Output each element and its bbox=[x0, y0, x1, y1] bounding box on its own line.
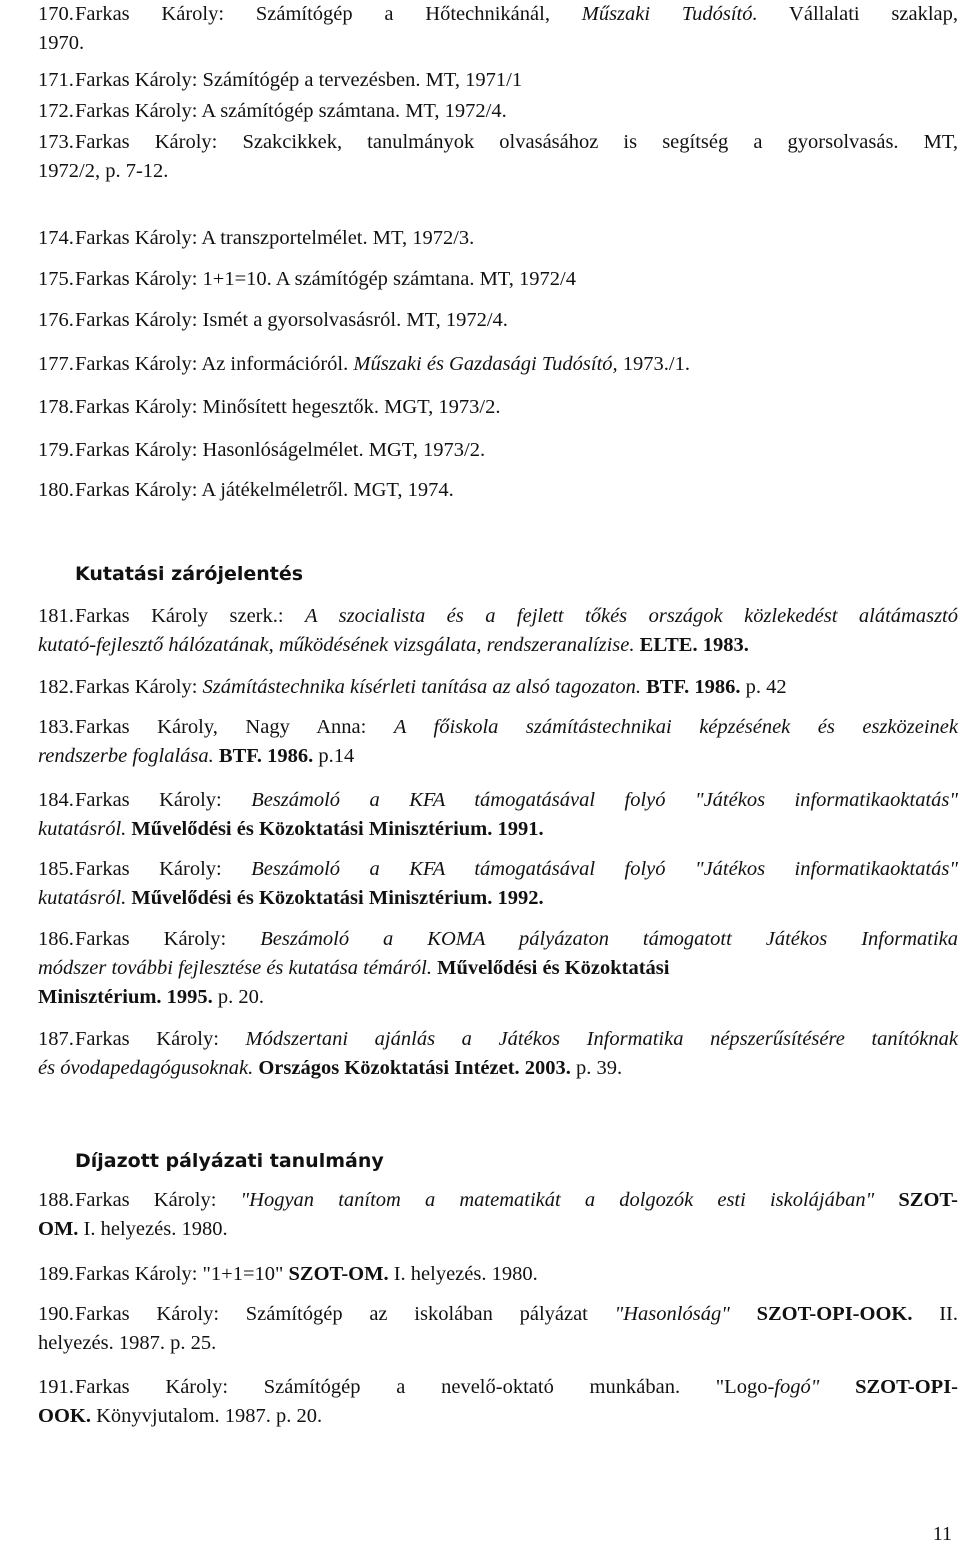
entry-title-italic: kutatásról. bbox=[38, 818, 127, 840]
entry-publisher-bold: ELTE. 1983. bbox=[639, 634, 749, 656]
bibliography-entry bbox=[38, 476, 958, 505]
entry-text: Farkas Károly: A számítógép számtana. MT, 1972/4. bbox=[75, 100, 507, 122]
entry-line bbox=[38, 742, 958, 771]
entry-text: Farkas Károly: 1+1=10. A számítógép számtana. MT, 1972/4 bbox=[75, 268, 576, 290]
entry-text: Farkas Károly: "1+1=10" bbox=[75, 1263, 289, 1285]
entry-line bbox=[38, 673, 958, 702]
entry-text: 1972/2, p. 7-12. bbox=[38, 160, 169, 182]
entry-line bbox=[38, 983, 958, 1012]
entry-text bbox=[874, 1189, 898, 1211]
entry-number: 173. bbox=[38, 131, 74, 153]
bibliography-entry bbox=[38, 0, 958, 58]
bibliography-entry bbox=[38, 66, 958, 95]
entry-title-italic: módszer további fejlesztése és kutatása témáról. bbox=[38, 957, 433, 979]
bibliography-entry bbox=[38, 393, 958, 422]
entry-text: Farkas Károly: bbox=[75, 928, 261, 950]
entry-line bbox=[38, 224, 958, 253]
entry-text: Farkas Károly: bbox=[75, 1189, 241, 1211]
entry-title-italic: Számítástechnika kísérleti tanítása az alsó tagozaton. bbox=[202, 676, 641, 698]
entry-line bbox=[38, 393, 958, 422]
entry-publisher-bold: Országos Közoktatási Intézet. 2003. bbox=[258, 1057, 571, 1079]
entry-number: 171. bbox=[38, 69, 74, 91]
bibliography-entry bbox=[38, 224, 958, 253]
bibliography-entry bbox=[38, 855, 958, 913]
entry-publisher-bold: SZOT-OPI- bbox=[855, 1376, 959, 1398]
bibliography-entry bbox=[38, 713, 958, 771]
bibliography-entry bbox=[38, 97, 958, 126]
bibliography-entry bbox=[38, 673, 958, 702]
entry-text: Farkas Károly: bbox=[75, 789, 252, 811]
entry-text: I. helyezés. 1980. bbox=[78, 1218, 228, 1240]
bibliography-entry bbox=[38, 602, 958, 660]
bibliography-entry bbox=[38, 1025, 958, 1083]
entry-title-italic: "Hasonlóság" bbox=[614, 1303, 730, 1325]
entry-number: 185. bbox=[38, 858, 74, 880]
entry-title-italic: "Hogyan tanítom a matematikát a dolgozók esti iskolájában" bbox=[240, 1189, 875, 1211]
entry-number: 179. bbox=[38, 439, 74, 461]
entry-line bbox=[38, 954, 958, 983]
entry-text: helyezés. 1987. p. 25. bbox=[38, 1332, 217, 1354]
entry-text bbox=[730, 1303, 757, 1325]
entry-publisher-bold: Művelődési és Közoktatási Minisztérium. 1992. bbox=[131, 887, 544, 909]
bibliography-entry bbox=[38, 128, 958, 186]
entry-text: Farkas Károly: Az információról. bbox=[75, 353, 354, 375]
entry-line bbox=[38, 815, 958, 844]
entry-title-italic: A szocialista és a fejlett tőkés országok közlekedést alátámasztó bbox=[305, 605, 958, 627]
section-heading-awarded-studies: Díjazott pályázati tanulmány bbox=[75, 1150, 384, 1172]
entry-title-italic: Műszaki Tudósító. bbox=[581, 3, 758, 25]
entry-publisher-bold: SZOT-OM. bbox=[288, 1263, 389, 1285]
bibliography-entry bbox=[38, 350, 958, 379]
entry-title-italic: Beszámoló a KOMA pályázaton támogatott Játékos Informatika bbox=[260, 928, 958, 950]
entry-line bbox=[38, 884, 958, 913]
entry-line bbox=[38, 1373, 958, 1402]
entry-text: Farkas Károly: bbox=[75, 676, 203, 698]
bibliography-entry bbox=[38, 1186, 958, 1244]
entry-number: 176. bbox=[38, 309, 74, 331]
entry-publisher-bold: OOK. bbox=[38, 1405, 91, 1427]
entry-line bbox=[38, 786, 958, 815]
entry-title-italic: Beszámoló a KFA támogatásával folyó "Játékos informatikaoktatás" bbox=[251, 789, 959, 811]
entry-line bbox=[38, 265, 958, 294]
entry-text: Farkas Károly: Számítógép a Hőtechnikánál, bbox=[75, 3, 582, 25]
entry-title-italic: és óvodapedagógusoknak. bbox=[38, 1057, 254, 1079]
entry-title-italic: A főiskola számítástechnikai képzésének és eszközeinek bbox=[393, 716, 958, 738]
entry-number: 187. bbox=[38, 1028, 74, 1050]
bibliography-entry bbox=[38, 1300, 958, 1358]
section-heading-research-reports: Kutatási zárójelentés bbox=[75, 563, 304, 585]
entry-number: 182. bbox=[38, 676, 74, 698]
entry-title-italic: kutatásról. bbox=[38, 887, 127, 909]
bibliography-entry bbox=[38, 306, 958, 335]
entry-line bbox=[38, 1260, 958, 1289]
entry-text bbox=[819, 1376, 855, 1398]
entry-line bbox=[38, 1300, 958, 1329]
entry-number: 181. bbox=[38, 605, 74, 627]
entry-number: 188. bbox=[38, 1189, 74, 1211]
entry-line bbox=[38, 157, 958, 186]
entry-text: Farkas Károly: Minősített hegesztők. MGT, 1973/2. bbox=[75, 396, 501, 418]
bibliography-entry bbox=[38, 436, 958, 465]
entry-text: 1970. bbox=[38, 32, 85, 54]
bibliography-entry bbox=[38, 786, 958, 844]
entry-number: 183. bbox=[38, 716, 74, 738]
entry-line bbox=[38, 925, 958, 954]
entry-text: Farkas Károly: A transzportelmélet. MT, 1972/3. bbox=[75, 227, 475, 249]
entry-number: 190. bbox=[38, 1303, 74, 1325]
entry-text: p. 20. bbox=[212, 986, 265, 1008]
entry-line bbox=[38, 97, 958, 126]
bibliography-entry bbox=[38, 265, 958, 294]
entry-line bbox=[38, 0, 958, 29]
entry-number: 170. bbox=[38, 3, 74, 25]
entry-line bbox=[38, 1329, 958, 1358]
entry-line bbox=[38, 436, 958, 465]
entry-number: 184. bbox=[38, 789, 74, 811]
entry-text: Farkas Károly: Számítógép a tervezésben. MT, 1971/1 bbox=[75, 69, 523, 91]
entry-line bbox=[38, 128, 958, 157]
entry-line bbox=[38, 1025, 958, 1054]
entry-line bbox=[38, 350, 958, 379]
entry-title-italic: kutató-fejlesztő hálózatának, működésének vizsgálata, rendszeranalízise. bbox=[38, 634, 635, 656]
bibliography-entry bbox=[38, 1373, 958, 1431]
entry-text: Könyvjutalom. 1987. p. 20. bbox=[90, 1405, 323, 1427]
bibliography-entry bbox=[38, 925, 958, 1012]
entry-line bbox=[38, 1186, 958, 1215]
entry-title-italic: Módszertani ajánlás a Játékos Informatika népszerűsítésére tanítóknak bbox=[245, 1028, 958, 1050]
entry-number: 175. bbox=[38, 268, 74, 290]
entry-text: II. bbox=[912, 1303, 959, 1325]
entry-line bbox=[38, 602, 958, 631]
entry-number: 186. bbox=[38, 928, 74, 950]
entry-number: 191. bbox=[38, 1376, 74, 1398]
entry-text: Vállalati szaklap, bbox=[757, 3, 958, 25]
entry-title-italic: rendszerbe foglalása. bbox=[38, 745, 214, 767]
entry-text: Farkas Károly szerk.: bbox=[75, 605, 306, 627]
entry-text: Farkas Károly: bbox=[75, 1028, 246, 1050]
entry-number: 172. bbox=[38, 100, 74, 122]
entry-title-italic: Műszaki és Gazdasági Tudósító, bbox=[353, 353, 618, 375]
entry-line bbox=[38, 66, 958, 95]
entry-text: 1973./1. bbox=[617, 353, 690, 375]
page-number: 11 bbox=[932, 1523, 952, 1545]
entry-line bbox=[38, 631, 958, 660]
entry-text: I. helyezés. 1980. bbox=[388, 1263, 538, 1285]
entry-number: 177. bbox=[38, 353, 74, 375]
entry-number: 178. bbox=[38, 396, 74, 418]
entry-publisher-bold: Minisztérium. 1995. bbox=[38, 986, 213, 1008]
entry-text: Farkas Károly: Szakcikkek, tanulmányok olvasásához is segítség a gyorsolvasás. MT, bbox=[75, 131, 958, 153]
entry-text: Farkas Károly: bbox=[75, 858, 252, 880]
entry-publisher-bold: Művelődési és Közoktatási Minisztérium. 1991. bbox=[131, 818, 544, 840]
entry-number: 189. bbox=[38, 1263, 74, 1285]
entry-line bbox=[38, 306, 958, 335]
entry-line bbox=[38, 855, 958, 884]
entry-publisher-bold: SZOT- bbox=[898, 1189, 959, 1211]
entry-title-italic: fogó" bbox=[774, 1376, 820, 1398]
entry-text: Farkas Károly: Számítógép az iskolában pályázat bbox=[75, 1303, 615, 1325]
entry-title-italic: Beszámoló a KFA támogatásával folyó "Játékos informatikaoktatás" bbox=[251, 858, 959, 880]
entry-text: p.14 bbox=[313, 745, 355, 767]
entry-text: Farkas Károly, Nagy Anna: bbox=[75, 716, 394, 738]
entry-publisher-bold: SZOT-OPI-OOK. bbox=[756, 1303, 913, 1325]
entry-line bbox=[38, 1215, 958, 1244]
entry-text: Farkas Károly: Számítógép a nevelő-oktató munkában. "Logo- bbox=[75, 1376, 775, 1398]
entry-publisher-bold: BTF. 1986. bbox=[218, 745, 314, 767]
entry-text: Farkas Károly: Hasonlóságelmélet. MGT, 1973/2. bbox=[75, 439, 486, 461]
entry-text: p. 39. bbox=[570, 1057, 623, 1079]
entry-publisher-bold: BTF. 1986. bbox=[646, 676, 741, 698]
entry-line bbox=[38, 713, 958, 742]
entry-publisher-bold: Művelődési és Közoktatási bbox=[437, 957, 670, 979]
entry-text: p. 42 bbox=[740, 676, 787, 698]
entry-publisher-bold: OM. bbox=[38, 1218, 79, 1240]
entry-text: Farkas Károly: A játékelméletről. MGT, 1974. bbox=[75, 479, 454, 501]
entry-line bbox=[38, 29, 958, 58]
entry-line bbox=[38, 1054, 958, 1083]
entry-number: 174. bbox=[38, 227, 74, 249]
entry-text: Farkas Károly: Ismét a gyorsolvasásról. MT, 1972/4. bbox=[75, 309, 508, 331]
entry-line bbox=[38, 1402, 958, 1431]
bibliography-entry bbox=[38, 1260, 958, 1289]
entry-line bbox=[38, 476, 958, 505]
entry-number: 180. bbox=[38, 479, 74, 501]
